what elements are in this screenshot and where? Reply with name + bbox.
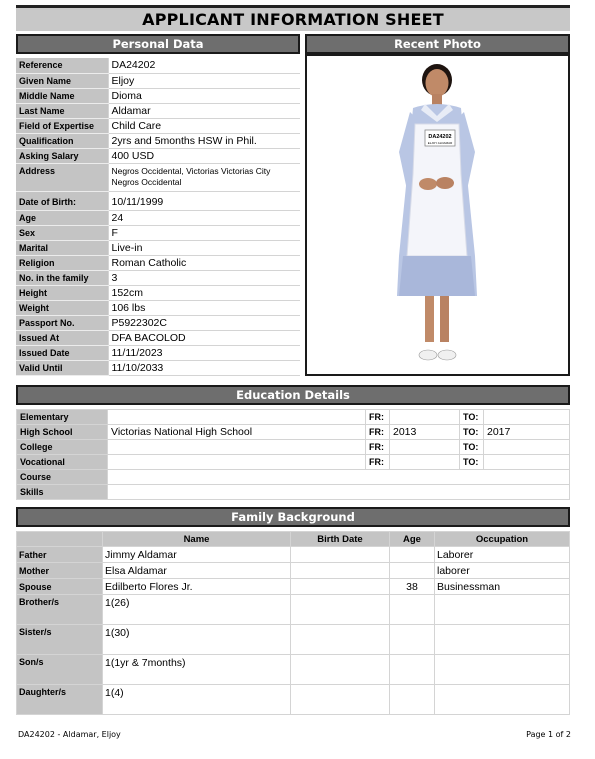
- education-label: Course: [17, 470, 108, 485]
- field-label: Valid Until: [16, 360, 108, 375]
- personal-row-given-name: [16, 73, 300, 88]
- education-to: [484, 440, 570, 455]
- right-leg: [440, 296, 449, 344]
- personal-row-age: [16, 210, 300, 225]
- family-label: Spouse: [17, 579, 103, 595]
- family-age: 38: [390, 579, 435, 595]
- to-label: TO:: [460, 440, 484, 455]
- family-name: 1(1yr & 7months): [103, 655, 291, 685]
- family-occupation: [435, 685, 570, 715]
- field-value: Roman Catholic: [108, 255, 300, 270]
- education-row-vocational: [17, 455, 570, 470]
- personal-row-qualification: [16, 133, 300, 148]
- applicant-figure: [307, 56, 568, 374]
- column-header-name: Name: [103, 532, 291, 547]
- field-value: 11/10/2033: [108, 360, 300, 375]
- education-label: Skills: [17, 485, 108, 500]
- personal-data-header: Personal Data: [16, 34, 300, 54]
- education-row-skills: [17, 485, 570, 500]
- personal-data-table: [16, 58, 300, 376]
- field-value: P5922302C: [108, 315, 300, 330]
- personal-row-address: [16, 163, 300, 191]
- field-label: Last Name: [16, 103, 108, 118]
- personal-row-salary: [16, 148, 300, 163]
- personal-row-last-name: [16, 103, 300, 118]
- neck-shape: [432, 94, 442, 105]
- family-age: [390, 685, 435, 715]
- family-label: Sister/s: [17, 625, 103, 655]
- name-tag-code: DA24202: [428, 134, 452, 140]
- personal-row-expertise: [16, 118, 300, 133]
- left-shoe: [419, 350, 437, 360]
- field-label: No. in the family: [16, 270, 108, 285]
- column-header-age: Age: [390, 532, 435, 547]
- family-label: Father: [17, 547, 103, 563]
- family-occupation: Businessman: [435, 579, 570, 595]
- course-value: [108, 470, 570, 485]
- education-row-course: [17, 470, 570, 485]
- family-column-headers: [17, 532, 570, 547]
- family-label: Daughter/s: [17, 685, 103, 715]
- personal-row-passport: [16, 315, 300, 330]
- education-row-elementary: [17, 410, 570, 425]
- personal-row-issued-at: [16, 330, 300, 345]
- education-school: [108, 410, 366, 425]
- family-age: [390, 547, 435, 563]
- column-header-occupation: Occupation: [435, 532, 570, 547]
- field-label: Qualification: [16, 133, 108, 148]
- personal-row-sex: [16, 225, 300, 240]
- field-label: Middle Name: [16, 88, 108, 103]
- family-name: Jimmy Aldamar: [103, 547, 291, 563]
- family-row-spouse: [17, 579, 570, 595]
- field-value: 106 lbs: [108, 300, 300, 315]
- column-header-birth-date: Birth Date: [291, 532, 390, 547]
- family-occupation: [435, 625, 570, 655]
- to-label: TO:: [460, 425, 484, 440]
- field-value: Live-in: [108, 240, 300, 255]
- personal-row-valid-until: [16, 360, 300, 375]
- education-table: [16, 409, 570, 500]
- education-label: High School: [17, 425, 108, 440]
- field-value: Child Care: [108, 118, 300, 133]
- family-name: Elsa Aldamar: [103, 563, 291, 579]
- family-corner-cell: [17, 532, 103, 547]
- from-label: FR:: [366, 410, 390, 425]
- education-school: Victorias National High School: [108, 425, 366, 440]
- field-label: Sex: [16, 225, 108, 240]
- field-value: 3: [108, 270, 300, 285]
- recent-photo-header: Recent Photo: [305, 34, 570, 54]
- field-label: Religion: [16, 255, 108, 270]
- education-label: Elementary: [17, 410, 108, 425]
- personal-row-reference: [16, 58, 300, 73]
- education-school: [108, 455, 366, 470]
- family-row-mother: [17, 563, 570, 579]
- family-age: [390, 655, 435, 685]
- field-value: 152cm: [108, 285, 300, 300]
- personal-row-dob: [16, 195, 300, 210]
- from-label: FR:: [366, 440, 390, 455]
- family-occupation: [435, 595, 570, 625]
- personal-row-issued-date: [16, 345, 300, 360]
- family-occupation: Laborer: [435, 547, 570, 563]
- personal-row-middle-name: [16, 88, 300, 103]
- education-header: Education Details: [16, 385, 570, 405]
- field-label: Given Name: [16, 73, 108, 88]
- field-label: Date of Birth:: [16, 195, 108, 210]
- education-from: [390, 440, 460, 455]
- field-value: 2yrs and 5months HSW in Phil.: [108, 133, 300, 148]
- field-value: Eljoy: [108, 73, 300, 88]
- education-from: [390, 410, 460, 425]
- field-label: Field of Expertise: [16, 118, 108, 133]
- family-occupation: [435, 655, 570, 685]
- field-value: 24: [108, 210, 300, 225]
- field-label: Weight: [16, 300, 108, 315]
- family-label: Mother: [17, 563, 103, 579]
- education-to: 2017: [484, 425, 570, 440]
- family-row-daughters: [17, 685, 570, 715]
- field-value: Dioma: [108, 88, 300, 103]
- personal-row-marital: [16, 240, 300, 255]
- education-to: [484, 410, 570, 425]
- family-row-father: [17, 547, 570, 563]
- face-shape: [426, 69, 449, 97]
- family-occupation: laborer: [435, 563, 570, 579]
- family-name: 1(30): [103, 625, 291, 655]
- education-row-college: [17, 440, 570, 455]
- field-label: Asking Salary: [16, 148, 108, 163]
- field-label: Address: [16, 163, 108, 191]
- field-label: Height: [16, 285, 108, 300]
- applicant-photo: [305, 54, 570, 376]
- education-school: [108, 440, 366, 455]
- field-label: Issued At: [16, 330, 108, 345]
- family-table: [16, 531, 570, 715]
- family-header: Family Background: [16, 507, 570, 527]
- personal-row-weight: [16, 300, 300, 315]
- personal-row-height: [16, 285, 300, 300]
- field-value: Negros Occidental, Victorias Victorias City Negros Occidental: [108, 163, 300, 191]
- field-label: Age: [16, 210, 108, 225]
- field-value: F: [108, 225, 300, 240]
- from-label: FR:: [366, 425, 390, 440]
- personal-row-family-count: [16, 270, 300, 285]
- left-hand: [419, 178, 437, 190]
- to-label: TO:: [460, 455, 484, 470]
- name-tag-name: ELJOY ALDAMAR: [427, 141, 453, 145]
- skirt-hem: [399, 256, 475, 296]
- from-label: FR:: [366, 455, 390, 470]
- field-value: DFA BACOLOD: [108, 330, 300, 345]
- right-shoe: [438, 350, 456, 360]
- field-value: DA24202: [108, 58, 300, 73]
- family-birth-date: [291, 625, 390, 655]
- personal-row-religion: [16, 255, 300, 270]
- footer-page-number: Page 1 of 2: [526, 730, 571, 739]
- page-title: APPLICANT INFORMATION SHEET: [16, 5, 570, 31]
- family-label: Son/s: [17, 655, 103, 685]
- family-birth-date: [291, 563, 390, 579]
- family-age: [390, 625, 435, 655]
- education-from: [390, 455, 460, 470]
- family-birth-date: [291, 579, 390, 595]
- family-name: 1(4): [103, 685, 291, 715]
- family-birth-date: [291, 685, 390, 715]
- family-age: [390, 563, 435, 579]
- education-row-high-school: [17, 425, 570, 440]
- education-label: College: [17, 440, 108, 455]
- family-label: Brother/s: [17, 595, 103, 625]
- education-label: Vocational: [17, 455, 108, 470]
- field-label: Marital: [16, 240, 108, 255]
- family-row-sons: [17, 655, 570, 685]
- family-name: Edilberto Flores Jr.: [103, 579, 291, 595]
- footer-applicant-ref: DA24202 - Aldamar, Eljoy: [18, 730, 121, 739]
- education-from: 2013: [390, 425, 460, 440]
- field-label: Issued Date: [16, 345, 108, 360]
- right-hand: [436, 177, 454, 189]
- field-label: Passport No.: [16, 315, 108, 330]
- field-value: 11/11/2023: [108, 345, 300, 360]
- family-birth-date: [291, 655, 390, 685]
- field-value: Aldamar: [108, 103, 300, 118]
- family-birth-date: [291, 595, 390, 625]
- family-age: [390, 595, 435, 625]
- family-name: 1(26): [103, 595, 291, 625]
- skills-value: [108, 485, 570, 500]
- to-label: TO:: [460, 410, 484, 425]
- left-leg: [425, 296, 434, 344]
- field-value: 400 USD: [108, 148, 300, 163]
- family-row-sisters: [17, 625, 570, 655]
- family-row-brothers: [17, 595, 570, 625]
- field-value: 10/11/1999: [108, 195, 300, 210]
- field-label: Reference: [16, 58, 108, 73]
- education-to: [484, 455, 570, 470]
- family-birth-date: [291, 547, 390, 563]
